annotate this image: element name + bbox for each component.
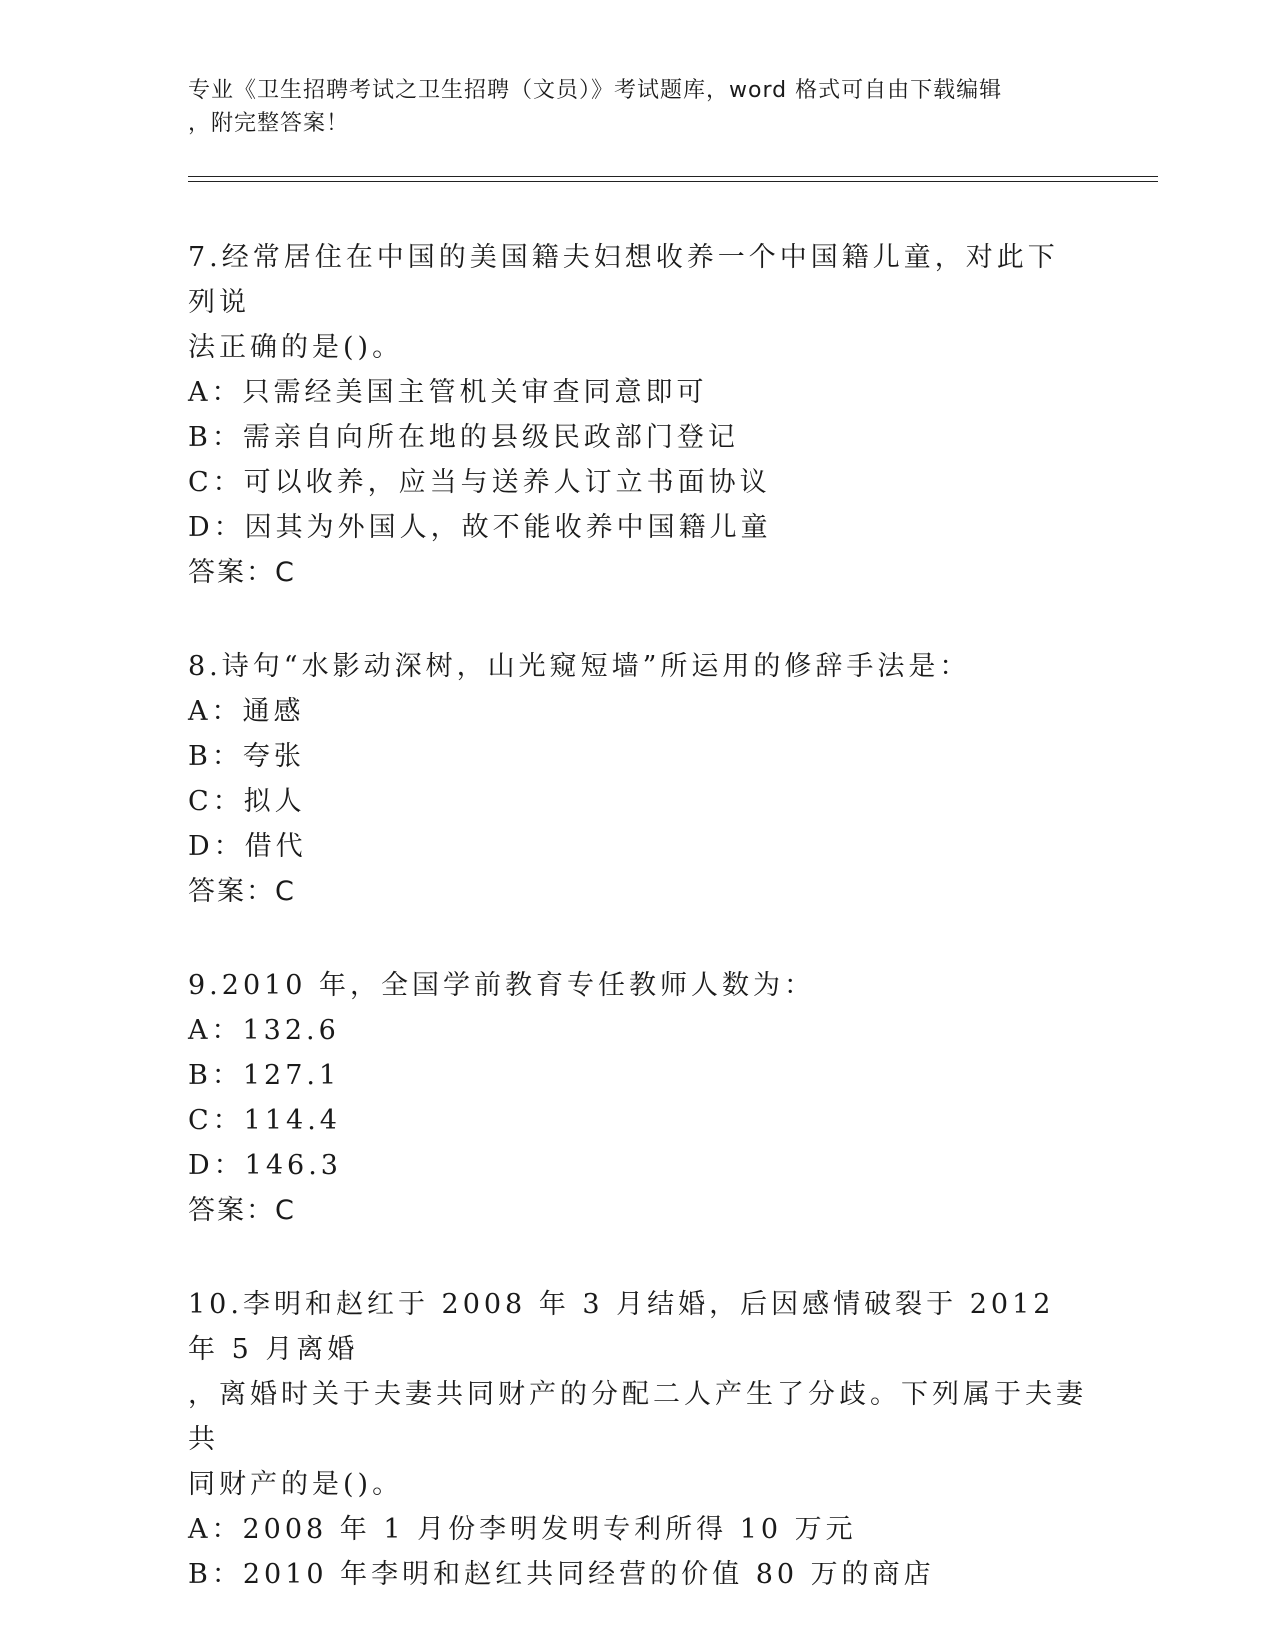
- answer-option: [188, 415, 1088, 460]
- answer-option: [188, 1552, 1088, 1597]
- question-text-line: 9.2010 年，全国学前教育专任教师人数为：: [188, 970, 816, 1001]
- question-text-line: 同财产的是()。: [188, 1469, 404, 1500]
- answer-line: 答案：C: [188, 876, 296, 907]
- header-divider-bottom: [188, 181, 1158, 182]
- option-text: 只需经美国主管机关审查同意即可: [242, 377, 708, 408]
- option-key: B：: [188, 1559, 243, 1590]
- answer-option: [188, 370, 1088, 415]
- option-key: B：: [188, 741, 243, 772]
- option-text: 2010 年李明和赵红共同经营的价值 80 万的商店: [242, 1559, 935, 1590]
- option-key: B：: [188, 1060, 243, 1091]
- question-block: [188, 1282, 1088, 1597]
- option-key: B：: [188, 422, 243, 453]
- option-text: 146.3: [244, 1150, 342, 1181]
- question-block: [188, 963, 1088, 1233]
- option-key: A：: [188, 1015, 243, 1046]
- option-text: 拟人: [243, 786, 306, 817]
- option-key: D：: [188, 1150, 245, 1181]
- option-key: C：: [188, 1105, 244, 1136]
- question-text-line: 7.经常居住在中国的美国籍夫妇想收养一个中国籍儿童，对此下列说: [188, 242, 1059, 318]
- option-key: D：: [188, 831, 245, 862]
- option-key: D：: [188, 512, 245, 543]
- answer-option: [188, 1098, 1088, 1143]
- option-key: C：: [188, 786, 244, 817]
- answer-option: [188, 824, 1088, 869]
- answer-option: [188, 779, 1088, 824]
- question-text-line: 8.诗句“水影动深树，山光窥短墙”所运用的修辞手法是：: [188, 651, 971, 682]
- answer-option: [188, 1143, 1088, 1188]
- answer-line: 答案：C: [188, 557, 296, 588]
- answer-option: [188, 734, 1088, 779]
- answer-option: [188, 689, 1088, 734]
- header-line-1: 专业《卫生招聘考试之卫生招聘（文员）》考试题库，word 格式可自由下载编辑: [188, 78, 1003, 103]
- option-text: 通感: [242, 696, 305, 727]
- option-key: A：: [188, 696, 243, 727]
- option-text: 132.6: [242, 1015, 340, 1046]
- option-text: 需亲自向所在地的县级民政部门登记: [242, 422, 739, 453]
- option-text: 114.4: [243, 1105, 341, 1136]
- option-text: 2008 年 1 月份李明发明专利所得 10 万元: [242, 1514, 857, 1545]
- option-text: 127.1: [242, 1060, 341, 1091]
- answer-option: [188, 1008, 1088, 1053]
- question-block: [188, 644, 1088, 914]
- question-list: [188, 235, 1088, 1646]
- answer-option: [188, 460, 1088, 505]
- question-text-line: 10.李明和赵红于 2008 年 3 月结婚，后因感情破裂于 2012 年 5 月离婚: [188, 1289, 1055, 1365]
- option-key: A：: [188, 377, 243, 408]
- answer-line: 答案：C: [188, 1195, 296, 1226]
- option-text: 借代: [244, 831, 307, 862]
- answer-option: [188, 1507, 1088, 1552]
- header-line-2: ，附完整答案！: [188, 111, 350, 136]
- option-key: A：: [188, 1514, 243, 1545]
- answer-option: [188, 1053, 1088, 1098]
- option-text: 可以收养，应当与送养人订立书面协议: [243, 467, 771, 498]
- question-block: [188, 235, 1088, 595]
- header-divider-top: [188, 176, 1158, 177]
- option-key: C：: [188, 467, 244, 498]
- document-header: [188, 74, 1068, 140]
- answer-option: [188, 505, 1088, 550]
- question-text-line: 法正确的是()。: [188, 332, 404, 363]
- option-text: 因其为外国人，故不能收养中国籍儿童: [244, 512, 772, 543]
- question-text-line: ，离婚时关于夫妻共同财产的分配二人产生了分歧。下列属于夫妻共: [188, 1379, 1087, 1455]
- option-text: 夸张: [242, 741, 305, 772]
